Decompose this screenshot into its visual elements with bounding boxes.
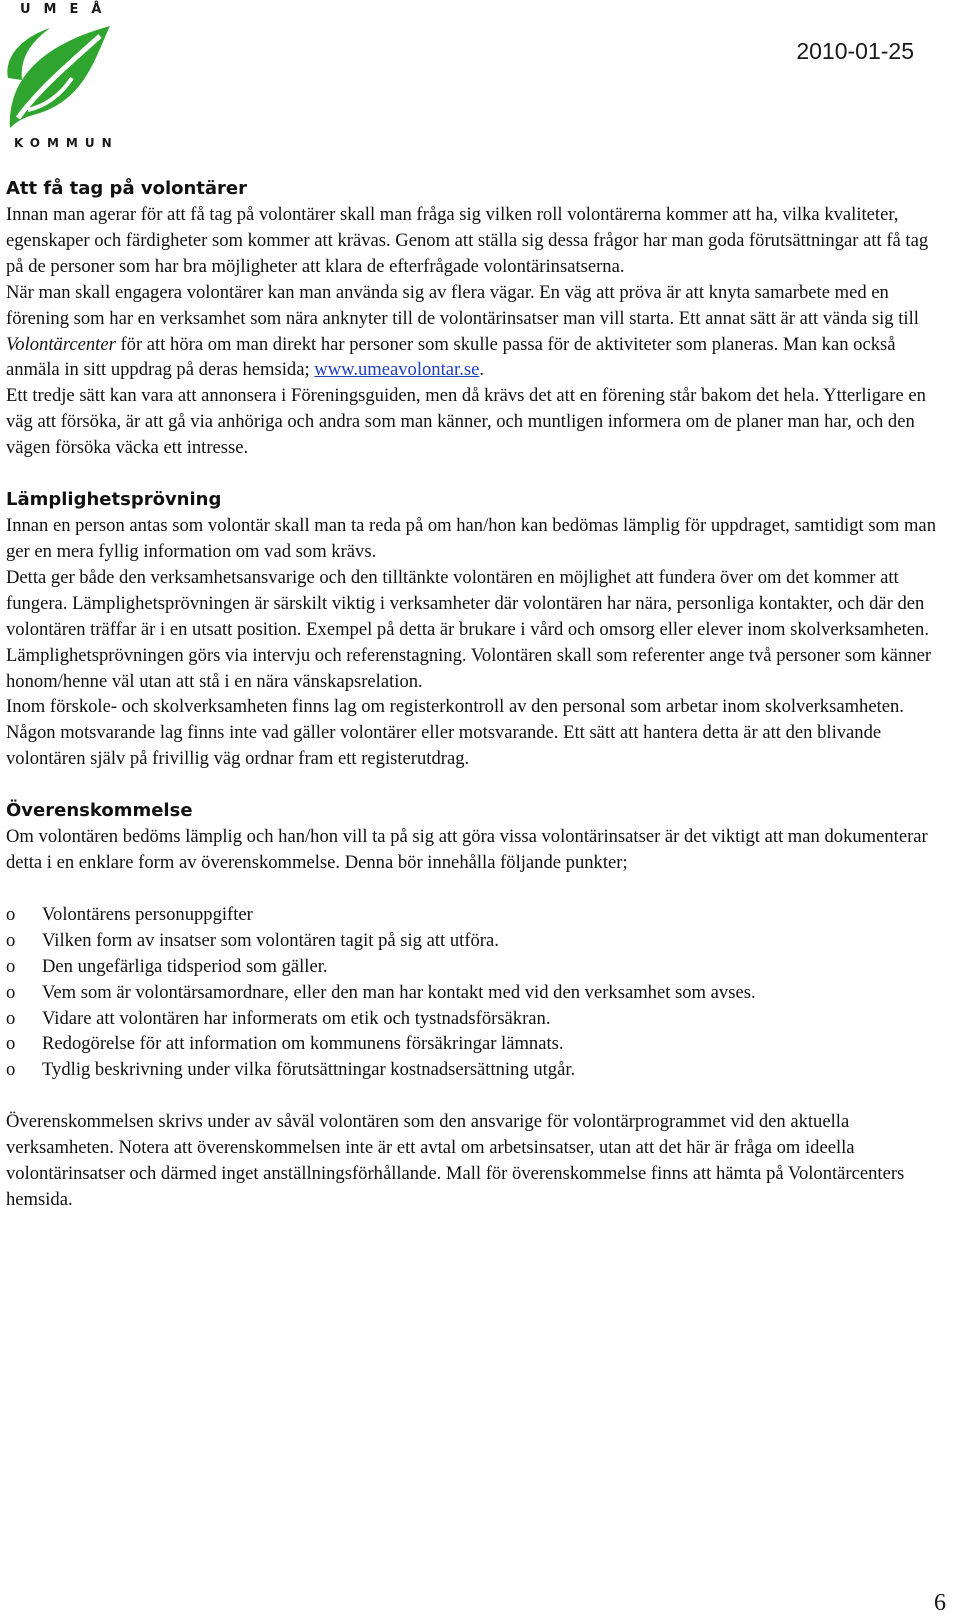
paragraph: Överenskommelsen skrivs under av såväl volontären som den ansvarige för volontärprogrammet vid den aktuella verksamheten. Notera att överenskommelsen inte är ett avtal om arbetsinsatser, utan att det här är fråga om ideella volontärinsatser och därmed inget anställningsförhållande. Mall för överenskommelse finns att hämta på Volontärcenters hemsida. bbox=[6, 1111, 905, 1210]
paragraph bbox=[6, 280, 936, 384]
list-item-text: Vidare att volontären har informerats om etik och tystnadsförsäkran. bbox=[42, 1007, 551, 1029]
paragraph: Om volontären bedöms lämplig och han/hon vill ta på sig att göra vissa volontärinsatser är det viktigt att man dokumenterar detta i en enklare form av överenskommelse. Denna bör innehålla följande punkter; bbox=[6, 826, 928, 874]
leaf-logo-icon bbox=[0, 18, 120, 136]
section-heading: Överenskommelse bbox=[6, 800, 193, 822]
list-item-text: Den ungefärliga tidsperiod som gäller. bbox=[42, 955, 328, 977]
bullet-marker: o bbox=[6, 1007, 16, 1029]
list-item-text: Vem som är volontärsamordnare, eller den man har kontakt med vid den verksamhet som avses. bbox=[42, 981, 756, 1003]
bullet-marker: o bbox=[6, 981, 16, 1003]
document-date: 2010-01-25 bbox=[796, 38, 914, 64]
bullet-marker: o bbox=[6, 903, 16, 925]
logo-bottom-text: KOMMUN bbox=[14, 136, 119, 150]
document-body bbox=[6, 176, 936, 1213]
paragraph: Lämplighetsprövningen görs via intervju och referenstagning. Volontären skall som referenter ange två personer som känner honom/henne väl utan att stå i en nära vänskapsrelation. bbox=[6, 644, 932, 692]
umea-kommun-logo bbox=[0, 0, 120, 155]
list-item bbox=[6, 902, 936, 928]
list-item bbox=[6, 928, 936, 954]
volontarcenter-italic: Volontärcenter bbox=[6, 333, 116, 355]
page-number: 6 bbox=[934, 1590, 946, 1616]
bullet-marker: o bbox=[6, 1059, 16, 1081]
bullet-marker: o bbox=[6, 1033, 16, 1055]
paragraph: Ett tredje sätt kan vara att annonsera i Föreningsguiden, men då krävs det att en förening står bakom det hela. Ytterligare en väg att försöka, är att gå via anhöriga och andra som man känner, och muntligen informera om de planer man har, och den vägen försöka väcka ett intresse. bbox=[6, 385, 926, 459]
paragraph: Innan man agerar för att få tag på volontärer skall man fråga sig vilken roll volontärerna kommer att ha, vilka kvaliteter, egenskaper och färdigheter som kommer att krävas. Genom att ställa sig dessa frågor har man goda förutsättningar att få tag på de personer som har bra möjligheter att klara de efterfrågade volontärinsatserna. bbox=[6, 204, 929, 277]
list-item bbox=[6, 1006, 936, 1032]
section-heading: Lämplighetsprövning bbox=[6, 489, 222, 511]
bullet-marker: o bbox=[6, 929, 16, 951]
list-item bbox=[6, 980, 936, 1006]
list-item-text: Redogörelse för att information om kommunens försäkringar lämnats. bbox=[42, 1033, 564, 1055]
umeavolontar-link[interactable]: www.umeavolontar.se bbox=[314, 359, 480, 381]
section-suitability bbox=[6, 487, 936, 772]
paragraph-text: . bbox=[479, 359, 484, 381]
section-finding-volunteers bbox=[6, 176, 936, 461]
agreement-points-list bbox=[6, 902, 936, 1083]
paragraph-text: för att höra om man direkt har personer som skulle passa för de aktiviteter som planeras. Man kan också anmäla in sitt uppdrag på deras hemsida; bbox=[6, 333, 896, 381]
paragraph-text: När man skall engagera volontärer kan man använda sig av flera vägar. En väg att pröva är att knyta samarbete med en förening som har en verksamhet som nära anknyter till de volontärinsatser man vill starta. Ett annat sätt är att vända sig till bbox=[6, 281, 919, 329]
paragraph: Inom förskole- och skolverksamheten finns lag om registerkontroll av den personal som arbetar inom skolverksamheten. Någon motsvarande lag finns inte vad gäller volontärer eller motsvarande. Ett sätt att hantera detta är att den blivande volontären själv på frivillig väg ordnar fram ett registerutdrag. bbox=[6, 696, 904, 770]
list-item bbox=[6, 1031, 936, 1057]
list-item-text: Tydlig beskrivning under vilka förutsättningar kostnadsersättning utgår. bbox=[42, 1059, 576, 1081]
logo-top-text: UMEÅ bbox=[20, 2, 115, 17]
paragraph: Detta ger både den verksamhetsansvarige och den tilltänkte volontären en möjlighet att fundera över om det kommer att fungera. Lämplighetsprövningen är särskilt viktig i verksamheter där volontären har nära, personliga kontakter, och där den volontären träffar är i en utsatt position. Exempel på detta är brukare i vård och omsorg eller elever inom skolverksamheten. bbox=[6, 566, 930, 640]
section-agreement bbox=[6, 798, 936, 1213]
list-item bbox=[6, 1057, 936, 1083]
section-heading: Att få tag på volontärer bbox=[6, 178, 248, 199]
list-item-text: Vilken form av insatser som volontären tagit på sig att utföra. bbox=[42, 929, 499, 951]
paragraph: Innan en person antas som volontär skall man ta reda på om han/hon kan bedömas lämplig för uppdraget, samtidigt som man ger en mera fyllig information om vad som krävs. bbox=[6, 515, 936, 562]
list-item bbox=[6, 954, 936, 980]
list-item-text: Volontärens personuppgifter bbox=[42, 903, 253, 925]
bullet-marker: o bbox=[6, 955, 16, 977]
